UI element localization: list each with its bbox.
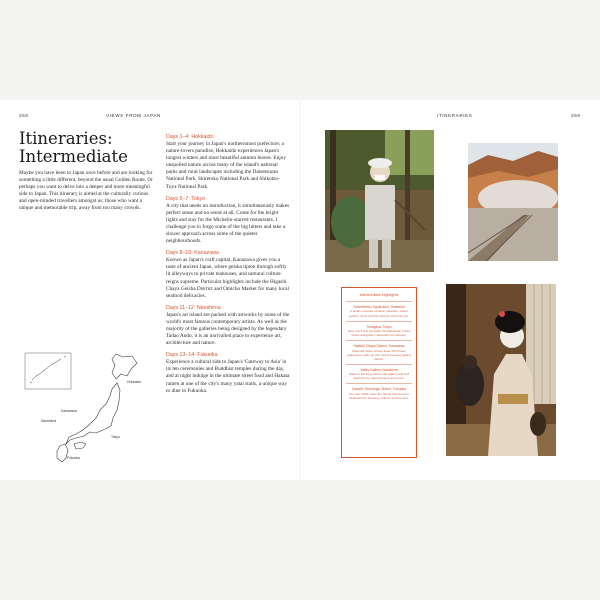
day-heading: Days 5–7: Tokyo xyxy=(166,195,206,202)
photo-geisha xyxy=(446,284,556,456)
map-label-hokkaido: Hokkaido xyxy=(127,380,142,384)
day-body: Start your journey in Japan's northernmost prefecture; a nature-lovers paradise, Hokkaido experiences Japan's longest winters and most beautiful autumn leaves. Enjoy unspoiled nature across many of the island's national parks and rural landscapes including the Daisetsuzan National Park, Shiretoko National Park and Shikotsu-Toya National Park. xyxy=(166,141,287,190)
day-body: Japan's art island are packed with artworks by some of the world's most famous contemporary artists. As well as the majority of the galleries being designed by the legendary Tadao Ando, it is an unrivalled place to experience art, architecture and nature. xyxy=(166,311,290,347)
highlights-box xyxy=(341,287,417,458)
intro-paragraph: Maybe you have been to Japan once before and are looking for something a little different, beyond the usual Golden Route. Or perhaps you want to delve into a deeper and more meaningful side to Japan. This itinerary is aimed at the culturally curious and open-minded travellers amongst us; those who want a unique and memorable trip, away from too many crowds. xyxy=(19,170,153,212)
highlight-name: Higashi Chaya District, Kanazawa xyxy=(353,344,405,349)
day-block-kanazawa xyxy=(166,250,290,300)
day-block-tokyo xyxy=(166,196,290,246)
highlight-desc: For over 1000 years the shrine has stood in dedication to learning, culture, and the arts. xyxy=(349,391,409,400)
day-block-hokkaido xyxy=(166,134,290,191)
photo-hiker-in-forest xyxy=(325,130,434,272)
map-label-kanazawa: Kanazawa xyxy=(61,409,77,413)
itinerary-days xyxy=(166,134,290,400)
photo-volcanic-valley xyxy=(468,143,558,261)
highlight-desc: A steam-covered volcanic paradise, where sulphur vents and hot springs surround you. xyxy=(348,309,410,318)
map-label-tokyo: Tokyo xyxy=(111,435,120,439)
day-body: Experience a cultural side to Japan's 'Gateway to Asia' in its ten ceremonies and Buddhist temples during the day, and at night indulge in the ultimate street food and Hakata ramen at one of the city's many yatai stalls, a unique way to dine in Fukuoka. xyxy=(166,359,290,394)
highlights-title: Intermediate Highlights xyxy=(359,293,399,297)
highlight-name: Dazaifu Tenmangu Shrine, Fukuoka xyxy=(352,387,406,392)
left-running-head: VIEWS FROM JAPAN xyxy=(106,113,161,118)
highlight-item xyxy=(346,383,412,403)
highlight-item xyxy=(346,301,412,321)
day-block-naoshima xyxy=(166,305,290,347)
map-label-fukuoka: Fukuoka xyxy=(67,456,81,460)
day-heading: Days 1–4: Hokkaido xyxy=(166,134,214,140)
highlight-name: Tomigaya, Tokyo xyxy=(366,324,392,329)
highlight-desc: Here you'll find speciality Scandinavian coffee shops alongside independent boutiques. xyxy=(347,329,411,338)
day-heading: Days 11–12: Naoshima xyxy=(166,304,221,311)
highlight-desc: Walk up the long path to the gallery and find artworks by Yayoi Kusama and more. xyxy=(348,372,410,381)
japan-map-outline xyxy=(24,352,152,472)
day-heading: Days 8–10: Kanazawa xyxy=(166,250,220,257)
highlight-desc: Meander down streets lined with flower teahouses made up into well-preserved geisha district. xyxy=(347,348,411,361)
highlight-item xyxy=(346,340,412,364)
day-heading: Days 13–14: Fukuoka xyxy=(166,352,218,359)
page-title: Itineraries: Intermediate xyxy=(19,129,128,166)
highlight-name: Valley Gallery, Naoshima xyxy=(360,367,398,372)
highlight-name: Noboribetsu Jigokudani, Hokkaido xyxy=(353,305,405,309)
book-spread xyxy=(0,100,600,480)
right-page-number: 269 xyxy=(571,113,581,118)
highlight-item xyxy=(346,364,412,384)
day-body: A city that needs no introduction, it simultaneously makes perfect sense and no sense at all. Come for the bright lights and stay for the Michelin-starred restaurants. I challenge you to forgo some of the big hitters and take a slower approach across some of the quieter neighbourhoods. xyxy=(166,202,290,245)
highlight-item xyxy=(346,321,412,341)
left-page-number: 268 xyxy=(19,113,29,118)
day-block-fukuoka xyxy=(166,352,290,394)
japan-map xyxy=(24,352,152,472)
right-running-head: ITINERARIES xyxy=(437,113,473,118)
map-label-naoshima: Naoshima xyxy=(41,419,57,423)
left-page xyxy=(0,100,300,480)
day-body: Known as Japan's craft capital, Kanazawa gives you a taste of ancient Japan, where geisha tiptoe through softly lit alleyways to private teahouses, and samurai culture reigns supreme. Particular highlights include the Higashi Chaya Geisha District and Omicho Market for many local seafood delicacies. xyxy=(166,257,289,299)
